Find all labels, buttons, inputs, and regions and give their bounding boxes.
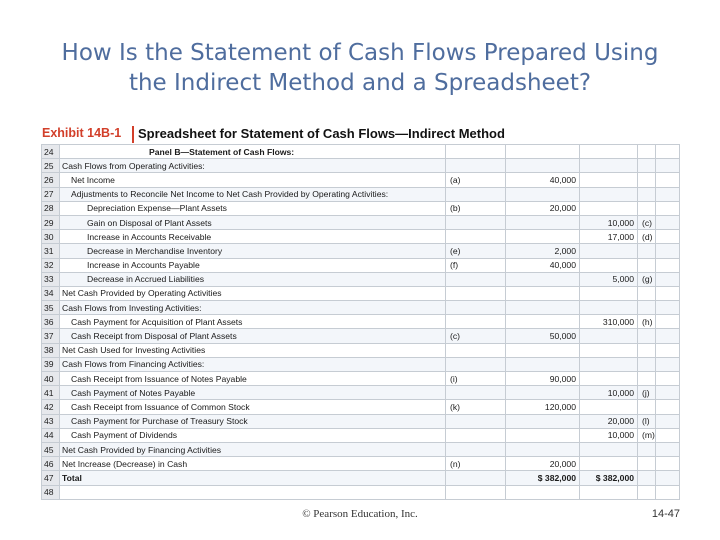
debit-key — [446, 301, 506, 315]
row-label: Cash Payment of Notes Payable — [60, 386, 446, 400]
debit-key — [446, 485, 506, 499]
row-number: 37 — [42, 329, 60, 343]
spreadsheet-row — [42, 428, 680, 442]
debit-key — [446, 187, 506, 201]
row-label: Net Income — [60, 173, 446, 187]
row-label: Cash Flows from Financing Activities: — [60, 357, 446, 371]
empty-cell — [656, 145, 680, 159]
credit-key: (c) — [638, 215, 656, 229]
credit-key — [638, 159, 656, 173]
credit-key: (h) — [638, 315, 656, 329]
empty-cell — [656, 187, 680, 201]
credit-key: (m) — [638, 428, 656, 442]
debit-key: (f) — [446, 258, 506, 272]
debit-amount — [506, 414, 580, 428]
debit-key: (n) — [446, 457, 506, 471]
empty-cell — [656, 485, 680, 499]
empty-cell — [656, 258, 680, 272]
footer-page-number: 14-47 — [651, 508, 680, 520]
empty-cell — [656, 372, 680, 386]
debit-amount — [506, 230, 580, 244]
row-label: Cash Payment for Purchase of Treasury Stock — [60, 414, 446, 428]
row-number: 28 — [42, 201, 60, 215]
debit-amount: 20,000 — [506, 201, 580, 215]
row-label: Depreciation Expense—Plant Assets — [60, 201, 446, 215]
credit-amount — [580, 286, 638, 300]
credit-amount — [580, 485, 638, 499]
debit-amount — [506, 145, 580, 159]
debit-amount: 50,000 — [506, 329, 580, 343]
row-label: Cash Receipt from Issuance of Common Stock — [60, 400, 446, 414]
row-number: 36 — [42, 315, 60, 329]
empty-cell — [656, 357, 680, 371]
credit-amount: 17,000 — [580, 230, 638, 244]
row-number: 26 — [42, 173, 60, 187]
debit-key — [446, 471, 506, 485]
row-label: Panel B—Statement of Cash Flows: — [60, 145, 446, 159]
debit-key — [446, 230, 506, 244]
exhibit-divider — [132, 126, 134, 143]
row-number: 46 — [42, 457, 60, 471]
spreadsheet-row — [42, 471, 680, 485]
row-number: 27 — [42, 187, 60, 201]
empty-cell — [656, 428, 680, 442]
spreadsheet-row — [42, 187, 680, 201]
empty-cell — [656, 244, 680, 258]
debit-key — [446, 414, 506, 428]
spreadsheet-row — [42, 201, 680, 215]
row-number: 29 — [42, 215, 60, 229]
row-number: 41 — [42, 386, 60, 400]
empty-cell — [656, 414, 680, 428]
row-number: 40 — [42, 372, 60, 386]
debit-key — [446, 215, 506, 229]
credit-key — [638, 201, 656, 215]
credit-amount: 5,000 — [580, 272, 638, 286]
credit-key — [638, 357, 656, 371]
credit-key: (j) — [638, 386, 656, 400]
debit-key: (k) — [446, 400, 506, 414]
empty-cell — [656, 301, 680, 315]
debit-amount — [506, 428, 580, 442]
credit-key — [638, 173, 656, 187]
credit-amount — [580, 357, 638, 371]
spreadsheet-row — [42, 442, 680, 456]
credit-key — [638, 145, 656, 159]
credit-key — [638, 244, 656, 258]
debit-amount: 40,000 — [506, 258, 580, 272]
spreadsheet-row — [42, 286, 680, 300]
credit-amount — [580, 457, 638, 471]
debit-amount: 2,000 — [506, 244, 580, 258]
spreadsheet-row — [42, 272, 680, 286]
spreadsheet-row — [42, 215, 680, 229]
empty-cell — [656, 159, 680, 173]
slide-title-line-1: How Is the Statement of Cash Flows Prepared Using — [61, 40, 659, 66]
debit-amount — [506, 315, 580, 329]
debit-amount: 20,000 — [506, 457, 580, 471]
credit-amount — [580, 400, 638, 414]
credit-key — [638, 400, 656, 414]
spreadsheet-body — [42, 145, 680, 500]
row-label: Cash Flows from Investing Activities: — [60, 301, 446, 315]
row-label: Cash Flows from Operating Activities: — [60, 159, 446, 173]
spreadsheet-row — [42, 372, 680, 386]
debit-amount — [506, 357, 580, 371]
row-label: Increase in Accounts Payable — [60, 258, 446, 272]
debit-amount — [506, 159, 580, 173]
exhibit-title: Spreadsheet for Statement of Cash Flows—Indirect Method — [138, 126, 505, 141]
spreadsheet-row — [42, 145, 680, 159]
row-number: 34 — [42, 286, 60, 300]
row-number: 43 — [42, 414, 60, 428]
credit-amount: 10,000 — [580, 428, 638, 442]
debit-key — [446, 357, 506, 371]
slide-title — [0, 38, 720, 98]
empty-cell — [656, 201, 680, 215]
debit-key — [446, 159, 506, 173]
row-number: 33 — [42, 272, 60, 286]
spreadsheet-row — [42, 244, 680, 258]
row-label: Gain on Disposal of Plant Assets — [60, 215, 446, 229]
row-number: 44 — [42, 428, 60, 442]
debit-key: (c) — [446, 329, 506, 343]
credit-key: (l) — [638, 414, 656, 428]
credit-amount: 10,000 — [580, 386, 638, 400]
row-number: 39 — [42, 357, 60, 371]
debit-key — [446, 386, 506, 400]
debit-key: (i) — [446, 372, 506, 386]
credit-amount — [580, 301, 638, 315]
row-label: Cash Payment of Dividends — [60, 428, 446, 442]
spreadsheet-row — [42, 386, 680, 400]
debit-key — [446, 442, 506, 456]
credit-amount: 10,000 — [580, 215, 638, 229]
debit-amount — [506, 215, 580, 229]
row-label: Net Cash Used for Investing Activities — [60, 343, 446, 357]
spreadsheet-row — [42, 400, 680, 414]
empty-cell — [656, 400, 680, 414]
empty-cell — [656, 173, 680, 187]
empty-cell — [656, 329, 680, 343]
row-label: Adjustments to Reconcile Net Income to Net Cash Provided by Operating Activities: — [60, 187, 446, 201]
row-number: 32 — [42, 258, 60, 272]
credit-key — [638, 343, 656, 357]
credit-key — [638, 329, 656, 343]
credit-key — [638, 442, 656, 456]
debit-amount — [506, 187, 580, 201]
spreadsheet-row — [42, 258, 680, 272]
slide-title-line-2: the Indirect Method and a Spreadsheet? — [128, 70, 592, 96]
spreadsheet-row — [42, 315, 680, 329]
credit-key — [638, 286, 656, 300]
exhibit-header — [42, 126, 682, 144]
debit-amount — [506, 386, 580, 400]
debit-amount — [506, 343, 580, 357]
empty-cell — [656, 457, 680, 471]
row-number: 25 — [42, 159, 60, 173]
credit-amount — [580, 343, 638, 357]
credit-amount — [580, 173, 638, 187]
debit-key: (b) — [446, 201, 506, 215]
credit-amount — [580, 442, 638, 456]
spreadsheet-row — [42, 173, 680, 187]
credit-amount: 310,000 — [580, 315, 638, 329]
spreadsheet-row — [42, 301, 680, 315]
spreadsheet-row — [42, 159, 680, 173]
row-number: 38 — [42, 343, 60, 357]
row-number: 47 — [42, 471, 60, 485]
debit-key: (e) — [446, 244, 506, 258]
row-label: Net Cash Provided by Operating Activities — [60, 286, 446, 300]
row-label: Decrease in Merchandise Inventory — [60, 244, 446, 258]
exhibit-number: Exhibit 14B-1 — [42, 126, 122, 140]
debit-amount: 120,000 — [506, 400, 580, 414]
debit-amount — [506, 442, 580, 456]
spreadsheet-row — [42, 414, 680, 428]
debit-amount: 90,000 — [506, 372, 580, 386]
empty-cell — [656, 386, 680, 400]
credit-amount — [580, 372, 638, 386]
debit-amount: $ 382,000 — [506, 471, 580, 485]
row-label — [60, 485, 446, 499]
debit-amount — [506, 301, 580, 315]
row-label: Net Increase (Decrease) in Cash — [60, 457, 446, 471]
debit-key — [446, 145, 506, 159]
debit-amount — [506, 272, 580, 286]
row-number: 48 — [42, 485, 60, 499]
row-number: 24 — [42, 145, 60, 159]
row-label: Cash Receipt from Issuance of Notes Payable — [60, 372, 446, 386]
spreadsheet-row — [42, 329, 680, 343]
debit-amount — [506, 485, 580, 499]
empty-cell — [656, 272, 680, 286]
debit-key: (a) — [446, 173, 506, 187]
spreadsheet-row — [42, 457, 680, 471]
credit-key — [638, 372, 656, 386]
empty-cell — [656, 471, 680, 485]
credit-key — [638, 258, 656, 272]
empty-cell — [656, 215, 680, 229]
empty-cell — [656, 343, 680, 357]
credit-amount — [580, 159, 638, 173]
debit-key — [446, 272, 506, 286]
empty-cell — [656, 286, 680, 300]
row-number: 31 — [42, 244, 60, 258]
spreadsheet — [41, 144, 680, 500]
debit-amount — [506, 286, 580, 300]
credit-amount — [580, 145, 638, 159]
row-label: Cash Receipt from Disposal of Plant Assets — [60, 329, 446, 343]
row-number: 35 — [42, 301, 60, 315]
row-label: Decrease in Accrued Liabilities — [60, 272, 446, 286]
credit-key: (d) — [638, 230, 656, 244]
credit-amount — [580, 187, 638, 201]
row-number: 30 — [42, 230, 60, 244]
credit-amount: 20,000 — [580, 414, 638, 428]
row-label: Increase in Accounts Receivable — [60, 230, 446, 244]
spreadsheet-row — [42, 357, 680, 371]
row-label: Cash Payment for Acquisition of Plant Assets — [60, 315, 446, 329]
credit-amount — [580, 201, 638, 215]
row-label: Net Cash Provided by Financing Activities — [60, 442, 446, 456]
credit-key — [638, 471, 656, 485]
row-number: 45 — [42, 442, 60, 456]
credit-key — [638, 457, 656, 471]
debit-key — [446, 428, 506, 442]
footer-copyright: © Pearson Education, Inc. — [302, 508, 418, 520]
debit-amount: 40,000 — [506, 173, 580, 187]
spreadsheet-row — [42, 230, 680, 244]
empty-cell — [656, 315, 680, 329]
credit-amount — [580, 329, 638, 343]
spreadsheet-row — [42, 485, 680, 499]
credit-key — [638, 187, 656, 201]
credit-amount: $ 382,000 — [580, 471, 638, 485]
credit-key: (g) — [638, 272, 656, 286]
row-number: 42 — [42, 400, 60, 414]
empty-cell — [656, 230, 680, 244]
credit-key — [638, 485, 656, 499]
credit-key — [638, 301, 656, 315]
credit-amount — [580, 244, 638, 258]
spreadsheet-row — [42, 343, 680, 357]
credit-amount — [580, 258, 638, 272]
debit-key — [446, 315, 506, 329]
debit-key — [446, 286, 506, 300]
debit-key — [446, 343, 506, 357]
empty-cell — [656, 442, 680, 456]
row-label: Total — [60, 471, 446, 485]
